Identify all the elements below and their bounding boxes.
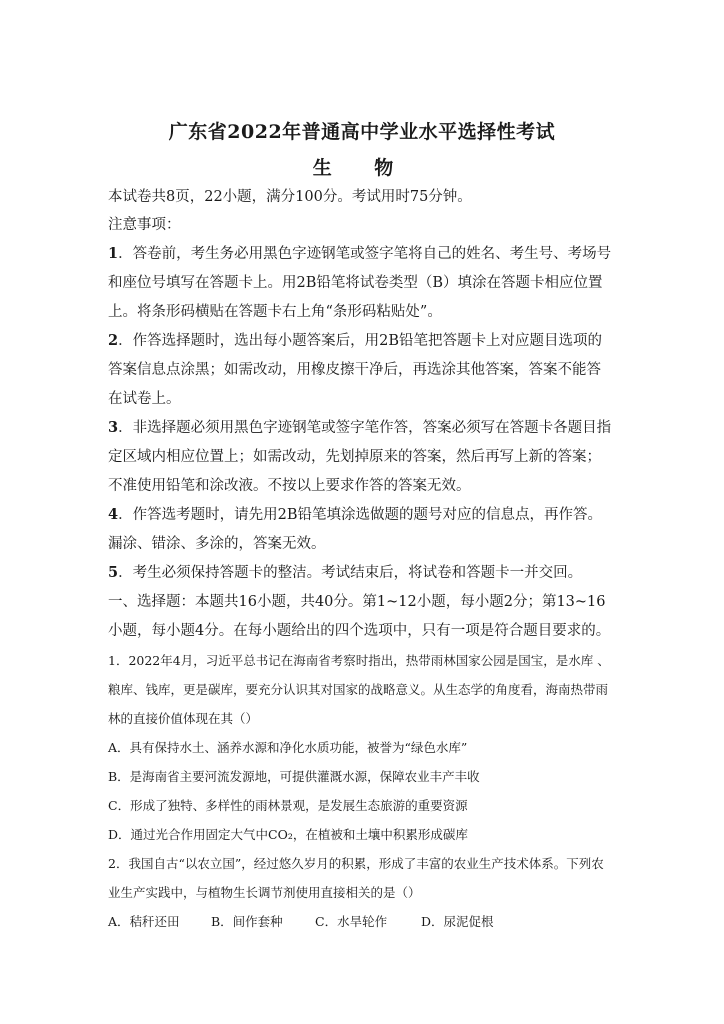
note-3-line-1: 3．非选择题必须用黑色字迹钢笔或签字笔作答，答案必须写在答题卡各题目指 xyxy=(108,419,612,436)
note-3-line-2: 定区域内相应位置上；如需改动，先划掉原来的答案，然后再写上新的答案； xyxy=(108,449,601,465)
note-2-line-3: 在试卷上。 xyxy=(108,391,181,407)
note-4-line-2: 漏涂、错涂、多涂的，答案无效。 xyxy=(108,536,326,552)
question-1-option-c: C．形成了独特、多样性的雨林景观，是发展生态旅游的重要资源 xyxy=(108,798,468,813)
note-2-line-1: 2．作答选择题时，选出每小题答案后，用2B铅笔把答题卡上对应题目选项的 xyxy=(108,332,602,349)
question-1-option-d: D．通过光合作用固定大气中CO₂，在植被和土壤中积累形成碳库 xyxy=(108,827,468,842)
question-1-stem-line-2: 粮库、钱库，更是碳库，要充分认识其对国家的战略意义。从生态学的角度看，海南热带雨 xyxy=(108,682,609,697)
section-1-heading-line-2: 小题，每小题4分。在每小题给出的四个选项中，只有一项是符合题目要求的。 xyxy=(108,623,611,639)
section-1-heading-line-1: 一、选择题：本题共16小题，共40分。第1~12小题，每小题2分；第13~16 xyxy=(108,594,606,610)
question-2-stem-line-1: 2．我国自古“以农立国”，经过悠久岁月的积累，形成了丰富的农业生产技术体系。下列农 xyxy=(108,856,604,871)
note-4-line-1: 4．作答选考题时，请先用2B铅笔填涂选做题的题号对应的信息点，再作答。 xyxy=(108,506,602,523)
question-1-option-a: A．具有保持水土、涵养水源和净化水质功能，被誉为“绿色水库” xyxy=(108,740,468,755)
exam-intro: 本试卷共8页，22小题，满分100分。考试用时75分钟。 xyxy=(108,189,472,205)
question-2-option-b: B．间作套种 xyxy=(211,914,283,929)
note-1-line-1: 1．答卷前，考生务必用黑色字迹钢笔或签字笔将自己的姓名、考生号、考场号 xyxy=(108,245,612,262)
note-1-line-3: 上。将条形码横贴在答题卡右上角“条形码粘贴处”。 xyxy=(108,304,442,320)
note-3-line-3: 不准使用铅笔和涂改液。不按以上要求作答的答案无效。 xyxy=(108,478,471,494)
notice-heading: 注意事项： xyxy=(108,217,181,233)
question-2-options xyxy=(108,912,628,932)
note-5-line-1: 5．考生必须保持答题卡的整洁。考试结束后，将试卷和答题卡一并交回。 xyxy=(108,564,583,581)
question-2-option-d: D．尿泥促根 xyxy=(421,914,494,929)
note-2-line-2: 答案信息点涂黑；如需改动，用橡皮擦干净后，再选涂其他答案，答案不能答 xyxy=(108,362,601,378)
exam-title: 广东省2022年普通高中学业水平选择性考试 xyxy=(168,121,556,143)
question-1-stem-line-1: 1．2022年4月，习近平总书记在海南省考察时指出，热带雨林国家公园是国宝，是水库 、 xyxy=(108,653,610,668)
question-2-option-a: A．秸秆还田 xyxy=(108,914,180,929)
note-1-line-2: 和座位号填写在答题卡上。用2B铅笔将试卷类型（B）填涂在答题卡相应位置 xyxy=(108,275,603,291)
question-2-option-c: C．水旱轮作 xyxy=(315,914,388,929)
question-1-stem-line-3: 林的直接价值体现在其（） xyxy=(108,711,259,726)
question-1-option-b: B．是海南省主要河流发源地，可提供灌溉水源，保障农业丰产丰收 xyxy=(108,769,480,784)
question-2-stem-line-2: 业生产实践中，与植物生长调节剂使用直接相关的是（） xyxy=(108,885,421,900)
subject-title: 生 物 xyxy=(312,157,412,179)
